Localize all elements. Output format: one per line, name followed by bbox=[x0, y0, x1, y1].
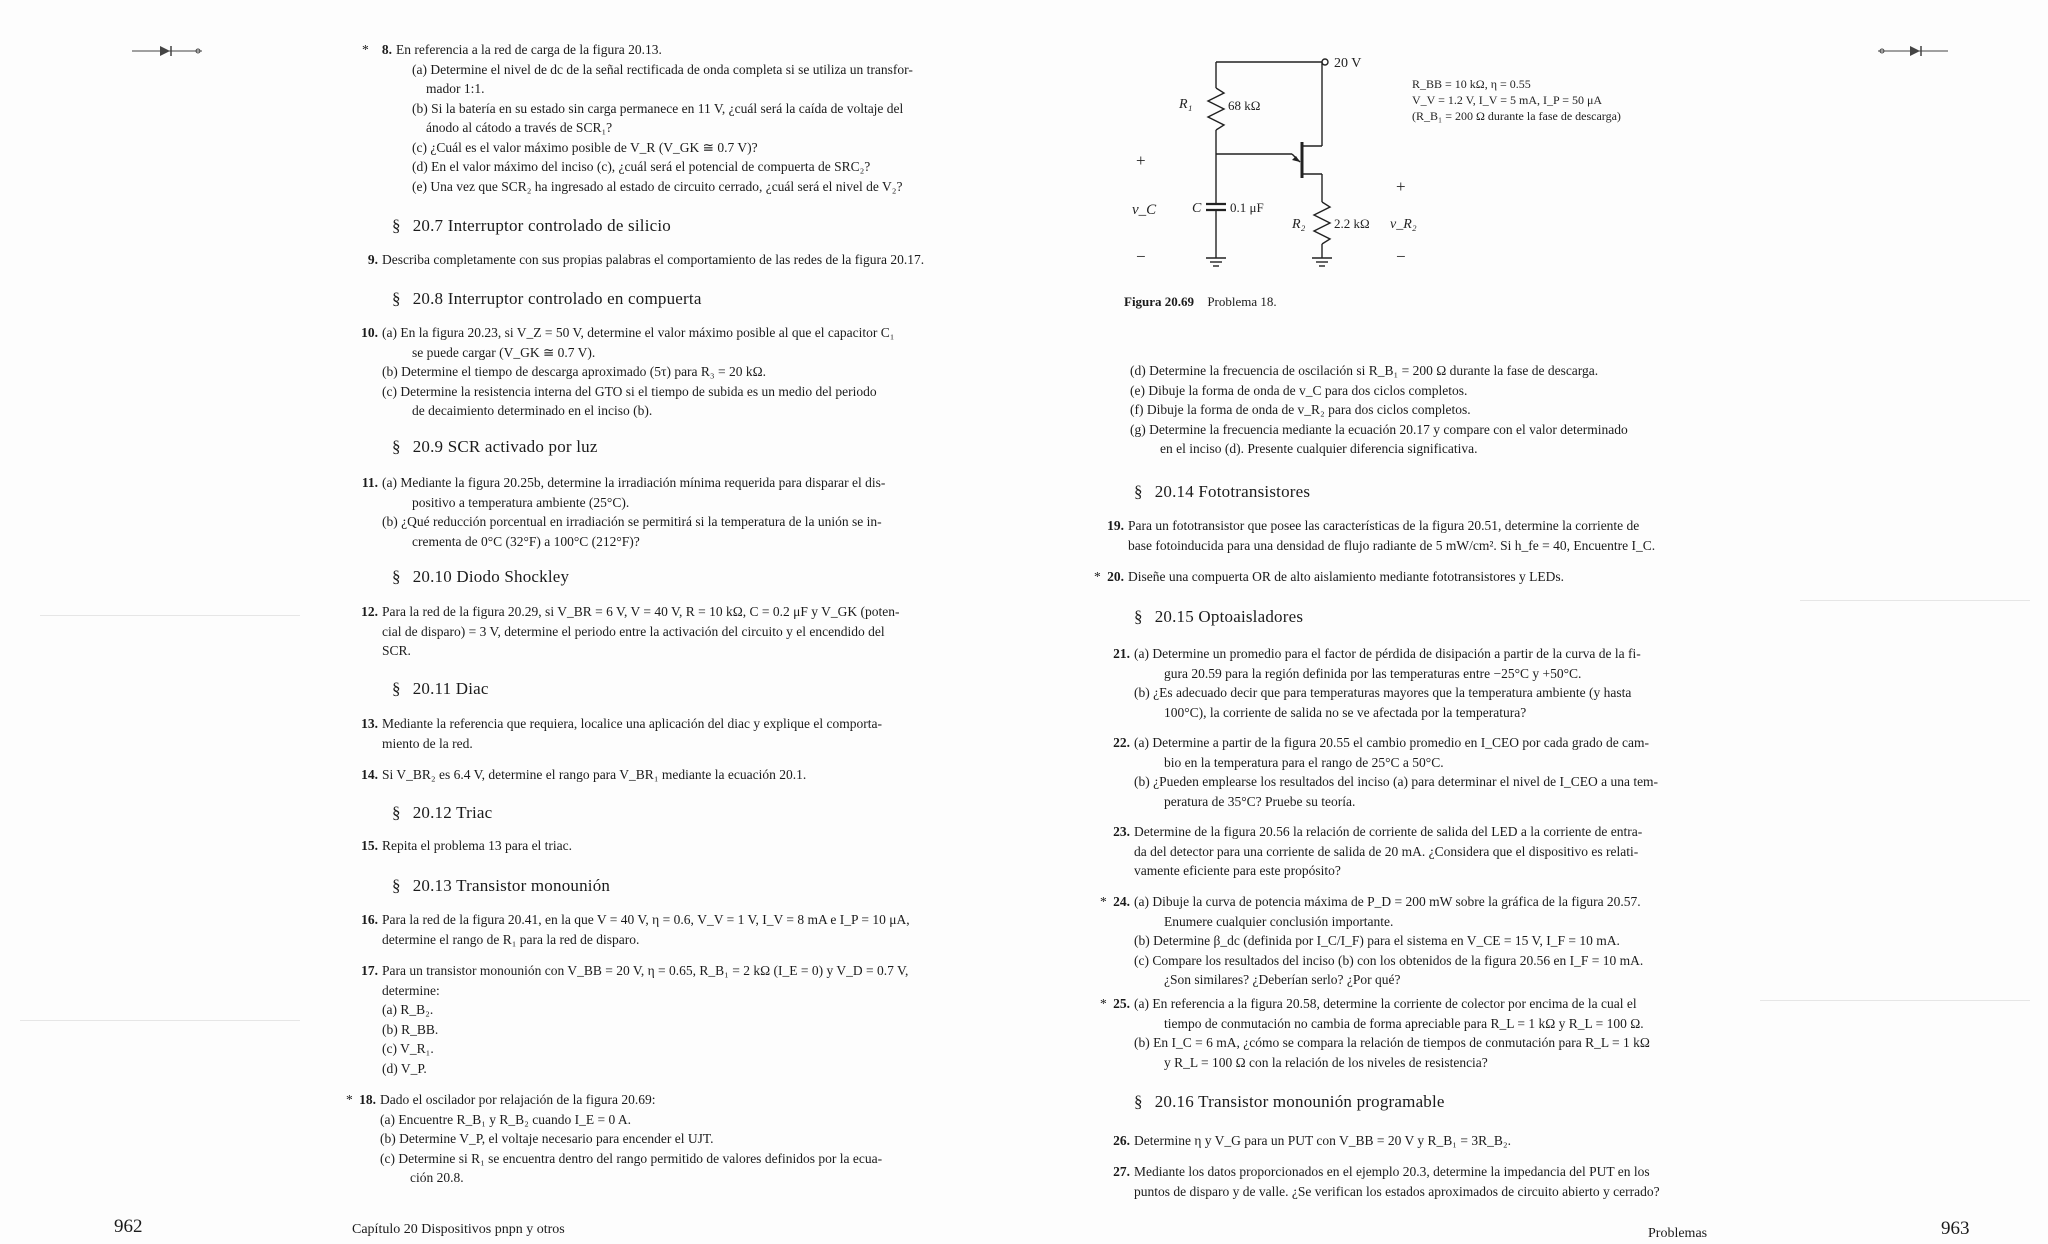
diode-symbol-icon bbox=[132, 44, 202, 58]
problem-line: 100°C), la corriente de salida no se ve afectada por la temperatura? bbox=[1164, 704, 1527, 720]
problem-line: y R_L = 100 Ω con la relación de los niveles de resistencia? bbox=[1164, 1054, 1488, 1070]
problem-14: 14. Si V_BR₂ es 6.4 V, determine el rango para V_BR₁ mediante la ecuación 20.1. bbox=[382, 765, 806, 785]
problem-line: da del detector para una corriente de salida de 20 mA. ¿Considera que el dispositivo es relati- bbox=[1134, 843, 1639, 859]
problem-line: (b) En I_C = 6 mA, ¿cómo se compara la relación de tiempos de conmutación para R_L = 1 kΩ bbox=[1134, 1035, 1650, 1050]
problem-line: (d) En el valor máximo del inciso (c), ¿cuál será el potencial de compuerta de SRC₂? bbox=[412, 159, 871, 174]
problem-line: (b) Determine el tiempo de descarga aproximado (5τ) para R₃ = 20 kΩ. bbox=[382, 364, 767, 379]
problem-line: Diseñe una compuerta OR de alto aislamiento mediante fototransistores y LEDs. bbox=[1128, 569, 1565, 584]
r2-resistor bbox=[1314, 202, 1330, 244]
figure-caption bbox=[1124, 294, 1277, 310]
problem-line: (c) Determine si R₁ se encuentra dentro del rango permitido de valores definidos por la ecua- bbox=[380, 1150, 883, 1166]
problem-17: 17. Para un transistor monounión con V_BB = 20 V, η = 0.65, R_B₁ = 2 kΩ (I_E = 0) y V_D = 0.7 V, determine: (a) R_B₂. (b) R_BB. (c) V_R₁. (d) V_P. bbox=[382, 961, 908, 1078]
r1-value: 68 kΩ bbox=[1228, 98, 1261, 113]
problem-line: bio en la temperatura para el rango de 25°C a 50°C. bbox=[1164, 754, 1444, 770]
vc-plus: + bbox=[1136, 151, 1146, 170]
scan-noise bbox=[1760, 1000, 2030, 1001]
problem-line: Para la red de la figura 20.29, si V_BR = 6 V, V = 40 V, R = 10 kΩ, C = 0.2 μF y V_GK (poten- bbox=[382, 604, 900, 619]
problem-line: crementa de 0°C (32°F) a 100°C (212°F)? bbox=[412, 533, 640, 549]
problem-11: 11. (a) Mediante la figura 20.25b, determine la irradiación mínima requerida para disparar el dis- positivo a temperatura ambiente (25°C). (b) ¿Qué reducción porcentual en irradiación se permitirá si la temperatura de la unión se in- crementa de 0°C (32°F) a 100°C (212°F)? bbox=[382, 473, 885, 551]
problem-line: (a) Encuentre R_B₁ y R_B₂ cuando I_E = 0 A. bbox=[380, 1111, 631, 1127]
vr2-minus: − bbox=[1396, 247, 1406, 266]
problem-10: 10. (a) En la figura 20.23, si V_Z = 50 V, determine el valor máximo posible al que el capacitor C₁ se puede cargar (V_GK ≅ 0.7 V). (b) Determine el tiempo de descarga aproximado (5τ) para R₃ = 20 kΩ. (c) Determine la resistencia interna del GTO si el tiempo de subida es un medio del periodo de decaimiento determinado en el inciso (b). bbox=[382, 323, 894, 421]
problem-line: Enumere cualquier conclusión importante. bbox=[1164, 913, 1394, 929]
problem-19: 19. Para un fototransistor que posee las características de la figura 20.51, determine la corriente de base fotoinducida para una densidad de flujo radiante de 5 mW/cm². Si h_fe = 40, Encuentre I_C. bbox=[1128, 516, 1655, 555]
problem-18-continued bbox=[1130, 361, 1628, 459]
problem-line: gura 20.59 para la región definida por las temperaturas entre −25°C y +50°C. bbox=[1164, 665, 1582, 681]
problem-line: Repita el problema 13 para el triac. bbox=[382, 838, 573, 853]
r1-label: R₁ bbox=[1179, 97, 1193, 112]
problem-line: Determine η y V_G para un PUT con V_BB = 20 V y R_B₁ = 3R_B₂. bbox=[1134, 1133, 1511, 1148]
section-heading: § 20.13 Transistor monounión bbox=[392, 876, 611, 895]
problem-8-number: 8. bbox=[381, 42, 392, 57]
param-line: R_BB = 10 kΩ, η = 0.55 bbox=[1412, 77, 1531, 91]
problem-line: (d) V_P. bbox=[382, 1060, 427, 1076]
section-heading: § 20.10 Diodo Shockley bbox=[392, 567, 570, 586]
problem-line: Mediante la referencia que requiera, localice una aplicación del diac y explique el comporta- bbox=[382, 716, 882, 731]
param-line: (R_B₁ = 200 Ω durante la fase de descarga) bbox=[1412, 109, 1621, 123]
problem-line: ción 20.8. bbox=[410, 1170, 464, 1185]
figure-number: Figura 20.69 bbox=[1124, 294, 1195, 309]
problem-line: (b) ¿Qué reducción porcentual en irradiación se permitirá si la temperatura de la unión se in- bbox=[382, 514, 882, 529]
section-heading: § 20.12 Triac bbox=[392, 803, 493, 822]
section-heading: § 20.7 Interruptor controlado de silicio bbox=[392, 216, 671, 235]
section-heading: § 20.14 Fototransistores bbox=[1134, 482, 1311, 501]
problem-line: positivo a temperatura ambiente (25°C). bbox=[412, 494, 630, 510]
problem-line: En referencia a la red de carga de la figura 20.13. bbox=[396, 42, 662, 57]
problem-line: en el inciso (d). Presente cualquier diferencia significativa. bbox=[1160, 441, 1478, 456]
problem-line: (c) Determine la resistencia interna del GTO si el tiempo de subida es un medio del periodo bbox=[382, 383, 877, 399]
problem-9: 9. Describa completamente con sus propias palabras el comportamiento de las redes de la figura 20.17. bbox=[382, 250, 924, 270]
problem-line: Mediante los datos proporcionados en el ejemplo 20.3, determine la impedancia del PUT en los bbox=[1134, 1164, 1650, 1179]
problem-23: 23. Determine de la figura 20.56 la relación de corriente de salida del LED a la corriente de entra- da del detector para una corriente de salida de 20 mA. ¿Considera que el dispositivo es relati- vamente eficiente para este propósito? bbox=[1134, 822, 1642, 881]
problem-line: Para un fototransistor que posee las características de la figura 20.51, determine la corriente de bbox=[1128, 518, 1640, 533]
problem-line: determine el rango de R₁ para la red de disparo. bbox=[382, 931, 640, 947]
problem-line: Describa completamente con sus propias palabras el comportamiento de las redes de la figura 20.17. bbox=[382, 252, 925, 267]
c-label: C bbox=[1192, 201, 1202, 216]
problem-line: SCR. bbox=[382, 643, 411, 658]
problem-line: miento de la red. bbox=[382, 735, 473, 751]
problem-20: * 20. Diseñe una compuerta OR de alto aislamiento mediante fototransistores y LEDs. bbox=[1128, 567, 1564, 587]
section-heading: § 20.16 Transistor monounión programable bbox=[1134, 1092, 1445, 1111]
problem-line: (b) Si la batería en su estado sin carga permanece en 11 V, ¿cuál será la caída de voltaje del bbox=[412, 100, 904, 116]
problem-line: (e) Una vez que SCR₂ ha ingresado al estado de circuito cerrado, ¿cuál será el nivel de V₂? bbox=[412, 178, 903, 194]
diode-symbol-icon bbox=[1878, 44, 1948, 58]
problem-8-star: * bbox=[362, 42, 369, 57]
problem-15: 15. Repita el problema 13 para el triac. bbox=[382, 836, 572, 856]
problem-16: 16. Para la red de la figura 20.41, en la que V = 40 V, η = 0.6, V_V = 1 V, I_V = 8 mA e I_P = 10 μA, determine el rango de R₁ para la red de disparo. bbox=[382, 910, 910, 949]
vr2-plus: + bbox=[1396, 177, 1406, 196]
problem-line: peratura de 35°C? Pruebe su teoría. bbox=[1164, 793, 1356, 809]
problem-line: (g) Determine la frecuencia mediante la ecuación 20.17 y compare con el valor determinado bbox=[1130, 421, 1628, 437]
param-line: V_V = 1.2 V, I_V = 5 mA, I_P = 50 μA bbox=[1412, 93, 1603, 107]
r2-label: R₂ bbox=[1292, 217, 1306, 232]
problem-26: 26. Determine η y V_G para un PUT con V_BB = 20 V y R_B₁ = 3R_B₂. bbox=[1134, 1131, 1511, 1151]
vr2-label: v_R₂ bbox=[1390, 217, 1417, 232]
problem-line: puntos de disparo y de valle. ¿Se verifican los estados aproximados de circuito abierto y cerrado? bbox=[1134, 1183, 1660, 1199]
problem-8 bbox=[362, 40, 913, 196]
problem-line: (b) Determine V_P, el voltaje necesario para encender el UJT. bbox=[380, 1131, 714, 1146]
problem-line: Dado el oscilador por relajación de la figura 20.69: bbox=[380, 1092, 656, 1107]
problem-line: (a) Determine el nivel de dc de la señal rectificada de onda completa si se utiliza un transfor- bbox=[412, 61, 913, 77]
section-heading: § 20.11 Diac bbox=[392, 679, 489, 698]
problem-line: (a) Determine un promedio para el factor de pérdida de disipación a partir de la curva de la fi- bbox=[1134, 646, 1641, 661]
problem-line: mador 1:1. bbox=[426, 81, 485, 96]
circuit-diagram bbox=[1124, 46, 1684, 286]
scan-noise bbox=[20, 1020, 300, 1021]
problem-line: (a) Determine a partir de la figura 20.55 el cambio promedio en I_CEO por cada grado de cam- bbox=[1134, 735, 1650, 750]
running-head: Problemas bbox=[1648, 1226, 1708, 1241]
problem-line: (a) En referencia a la figura 20.58, determine la corriente de colector por encima de la cual el bbox=[1134, 996, 1637, 1011]
r2-value: 2.2 kΩ bbox=[1334, 216, 1370, 231]
problem-line: (a) Dibuje la curva de potencia máxima de P_D = 200 mW sobre la gráfica de la figura 20.57. bbox=[1134, 894, 1641, 909]
problem-line: (c) ¿Cuál es el valor máximo posible de V_R (V_GK ≅ 0.7 V)? bbox=[412, 139, 758, 155]
problem-line: (e) Dibuje la forma de onda de v_C para dos ciclos completos. bbox=[1130, 382, 1468, 398]
supply-label: 20 V bbox=[1334, 56, 1362, 71]
problem-line: (b) R_BB. bbox=[382, 1021, 439, 1037]
problem-line: (a) R_B₂. bbox=[382, 1002, 434, 1017]
problem-line: tiempo de conmutación no cambia de forma apreciable para R_L = 1 kΩ y R_L = 100 Ω. bbox=[1164, 1015, 1644, 1031]
scan-noise bbox=[1800, 600, 2030, 601]
problem-line: (c) V_R₁. bbox=[382, 1041, 434, 1056]
problem-line: cial de disparo) = 3 V, determine el periodo entre la activación del circuito y el encendido del bbox=[382, 623, 885, 639]
problem-line: Si V_BR₂ es 6.4 V, determine el rango para V_BR₁ mediante la ecuación 20.1. bbox=[382, 767, 807, 782]
r1-resistor bbox=[1208, 88, 1224, 130]
problem-line: determine: bbox=[382, 982, 440, 998]
problem-line: vamente eficiente para este propósito? bbox=[1134, 863, 1341, 878]
page-number: 962 bbox=[114, 1216, 143, 1237]
problem-18: * 18. Dado el oscilador por relajación de la figura 20.69: (a) Encuentre R_B₁ y R_B₂ cuando I_E = 0 A. (b) Determine V_P, el voltaje necesario para encender el UJT. (c) Determine si R₁ se encuentra dentro del rango permitido de valores definidos por la ecua- ción 20.8. bbox=[380, 1090, 882, 1188]
running-head: Capítulo 20 Dispositivos pnpn y otros bbox=[352, 1222, 565, 1237]
figure-caption-text: Problema 18. bbox=[1207, 294, 1277, 309]
problem-12: 12. Para la red de la figura 20.29, si V_BR = 6 V, V = 40 V, R = 10 kΩ, C = 0.2 μF y V_GK (poten- cial de disparo) = 3 V, determine el periodo entre la activación del circuito y el encendido del SCR. bbox=[382, 602, 899, 661]
problem-line: de decaimiento determinado en el inciso (b). bbox=[412, 403, 653, 418]
problem-line: (c) Compare los resultados del inciso (b) con los obtenidos de la figura 20.56 en I_F = 10 mA. bbox=[1134, 952, 1644, 968]
problem-line: (a) En la figura 20.23, si V_Z = 50 V, determine el valor máximo posible al que el capacitor C₁ bbox=[382, 325, 895, 340]
problem-27: 27. Mediante los datos proporcionados en el ejemplo 20.3, determine la impedancia del PUT en los puntos de disparo y de valle. ¿Se verifican los estados aproximados de circuito abierto y cerrado? bbox=[1134, 1162, 1660, 1201]
scan-noise bbox=[40, 615, 300, 616]
problem-line: (a) Mediante la figura 20.25b, determine la irradiación mínima requerida para disparar el dis- bbox=[382, 475, 886, 490]
supply-terminal bbox=[1322, 59, 1328, 65]
problem-line: (d) Determine la frecuencia de oscilación si R_B₁ = 200 Ω durante la fase de descarga. bbox=[1130, 363, 1599, 378]
problem-25: * 25. (a) En referencia a la figura 20.58, determine la corriente de colector por encima de la cual el tiempo de conmutación no cambia de forma apreciable para R_L = 1 kΩ y R_L = 100 Ω. (b) En I_C = 6 mA, ¿cómo se compara la relación de tiempos de conmutación para R_L = 1 kΩ y R_L = 100 Ω con la relación de los niveles de resistencia? bbox=[1134, 994, 1650, 1072]
page-number: 963 bbox=[1941, 1218, 1970, 1239]
section-heading: § 20.15 Optoaisladores bbox=[1134, 607, 1304, 626]
vc-minus: − bbox=[1136, 247, 1146, 266]
problem-line: se puede cargar (V_GK ≅ 0.7 V). bbox=[412, 344, 596, 360]
section-heading: § 20.9 SCR activado por luz bbox=[392, 437, 598, 456]
problem-21: 21. (a) Determine un promedio para el factor de pérdida de disipación a partir de la curva de la fi- gura 20.59 para la región definida por las temperaturas entre −25°C y +50°C. (b) ¿Es adecuado decir que para temperaturas mayores que la temperatura ambiente (y hasta 100°C), la corriente de salida no se ve afectada por la temperatura? bbox=[1134, 644, 1641, 722]
problem-line: (f) Dibuje la forma de onda de v_R₂ para dos ciclos completos. bbox=[1130, 402, 1471, 417]
problem-13: 13. Mediante la referencia que requiera, localice una aplicación del diac y explique el comporta- miento de la red. bbox=[382, 714, 882, 753]
problem-line: (b) Determine β_dc (definida por I_C/I_F) para el sistema en V_CE = 15 V, I_F = 10 mA. bbox=[1134, 933, 1620, 948]
problem-line: (b) ¿Pueden emplearse los resultados del inciso (a) para determinar el nivel de I_CEO a una tem- bbox=[1134, 774, 1659, 789]
problem-24: * 24. (a) Dibuje la curva de potencia máxima de P_D = 200 mW sobre la gráfica de la figura 20.57. Enumere cualquier conclusión importante. (b) Determine β_dc (definida por I_C/I_F) para el sistema en V_CE = 15 V, I_F = 10 mA. (c) Compare los resultados del inciso (b) con los obtenidos de la figura 20.56 en I_F = 10 mA. ¿Son similares? ¿Deberían serlo? ¿Por qué? bbox=[1134, 892, 1643, 990]
section-heading: § 20.8 Interruptor controlado en compuerta bbox=[392, 289, 702, 308]
problem-line: ¿Son similares? ¿Deberían serlo? ¿Por qué? bbox=[1164, 972, 1401, 987]
problem-line: Para la red de la figura 20.41, en la que V = 40 V, η = 0.6, V_V = 1 V, I_V = 8 mA e I_P = 10 μA, bbox=[382, 912, 910, 927]
problem-line: base fotoinducida para una densidad de flujo radiante de 5 mW/cm². Si h_fe = 40, Encuentre I_C. bbox=[1128, 537, 1656, 553]
problem-22: 22. (a) Determine a partir de la figura 20.55 el cambio promedio en I_CEO por cada grado de cam- bio en la temperatura para el rango de 25°C a 50°C. (b) ¿Pueden emplearse los resultados del inciso (a) para determinar el nivel de I_CEO a una tem- peratura de 35°C? Pruebe su teoría. bbox=[1134, 733, 1658, 811]
right-page bbox=[1024, 0, 2048, 1244]
problem-line: ánodo al cátodo a través de SCR₁? bbox=[426, 120, 613, 135]
problem-line: Para un transistor monounión con V_BB = 20 V, η = 0.65, R_B₁ = 2 kΩ (I_E = 0) y V_D = 0.7 V, bbox=[382, 963, 909, 978]
vc-label: v_C bbox=[1132, 202, 1157, 218]
c-value: 0.1 μF bbox=[1230, 200, 1264, 215]
problem-line: (b) ¿Es adecuado decir que para temperaturas mayores que la temperatura ambiente (y hasta bbox=[1134, 685, 1632, 700]
problem-line: Determine de la figura 20.56 la relación de corriente de salida del LED a la corriente de entra- bbox=[1134, 824, 1643, 839]
